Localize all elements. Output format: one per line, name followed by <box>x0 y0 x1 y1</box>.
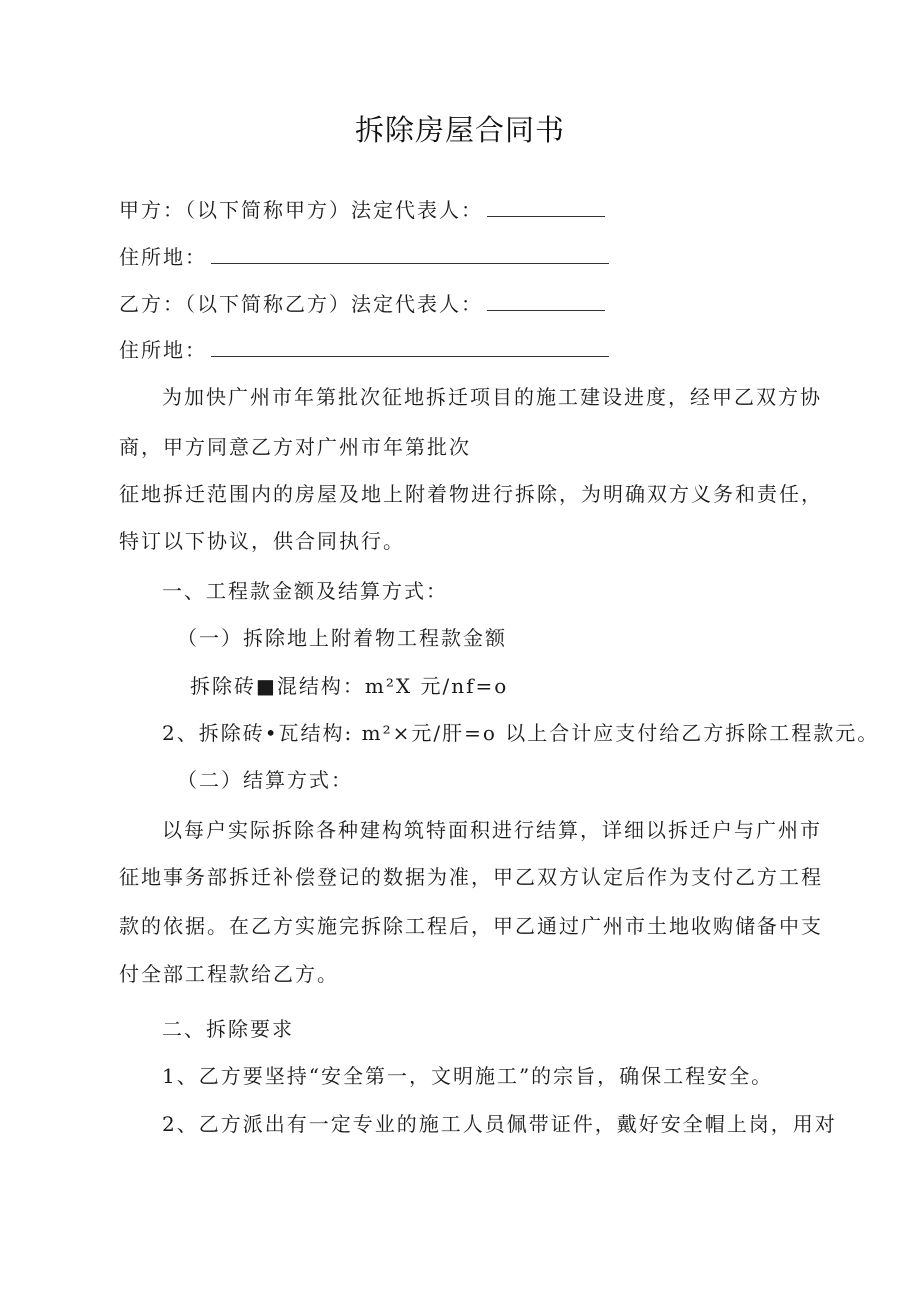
party-a-representative-blank <box>487 198 605 217</box>
intro-line-4: 特订以下协议，供合同执行。 <box>119 529 405 553</box>
party-a-line <box>119 196 819 224</box>
settlement-line-1: 以每户实际拆除各种建构筑特面积进行结算，详细以拆迁户与广州市 <box>162 818 822 842</box>
party-b-address-blank <box>211 338 609 357</box>
intro-line-3: 征地拆迁范围内的房屋及地上附着物进行拆除，为明确双方义务和责任， <box>119 482 823 506</box>
party-b-label: 乙方：（以下简称乙方）法定代表人： <box>119 292 483 316</box>
party-b-representative-blank <box>487 292 605 311</box>
requirement-2: 2、乙方派出有一定专业的施工人员佩带证件，戴好安全帽上岗，用对 <box>162 1112 837 1136</box>
subsection-1-heading: （一）拆除地上附着物工程款金额 <box>177 626 507 650</box>
intro-line-2: 商，甲方同意乙方对广州市年第批次 <box>119 435 471 459</box>
section-2-heading: 二、拆除要求 <box>162 1017 294 1041</box>
document-title: 拆除房屋合同书 <box>354 113 565 147</box>
party-a-address-label: 住所地： <box>119 245 207 269</box>
party-a-address-line <box>119 243 819 271</box>
party-a-label: 甲方：（以下简称甲方）法定代表人： <box>119 198 483 222</box>
party-a-address-blank <box>211 245 609 264</box>
requirement-1: 1、乙方要坚持“安全第一，文明施工”的宗旨，确保工程安全。 <box>162 1064 774 1088</box>
settlement-line-2: 征地事务部拆迁补偿登记的数据为准，甲乙双方认定后作为支付乙方工程 <box>119 865 823 889</box>
party-b-address-label: 住所地： <box>119 338 207 362</box>
party-b-line <box>119 290 819 318</box>
settlement-line-3: 款的依据。在乙方实施完拆除工程后，甲乙通过广州市土地收购储备中支 <box>119 914 823 938</box>
intro-line-1: 为加快广州市年第批次征地拆迁项目的施工建设进度，经甲乙双方协 <box>162 385 822 409</box>
item-2: 2、拆除砖•瓦结构: m²×元/肝=o 以上合计应支付给乙方拆除工程款元。 <box>162 721 880 745</box>
item-1: 拆除砖■混结构：m²X 元/nf=o <box>190 674 509 698</box>
settlement-line-4: 付全部工程款给乙方。 <box>119 962 339 986</box>
subsection-2-heading: （二）结算方式： <box>177 768 353 792</box>
party-b-address-line <box>119 336 819 364</box>
section-1-heading: 一、工程款金额及结算方式： <box>162 579 448 603</box>
